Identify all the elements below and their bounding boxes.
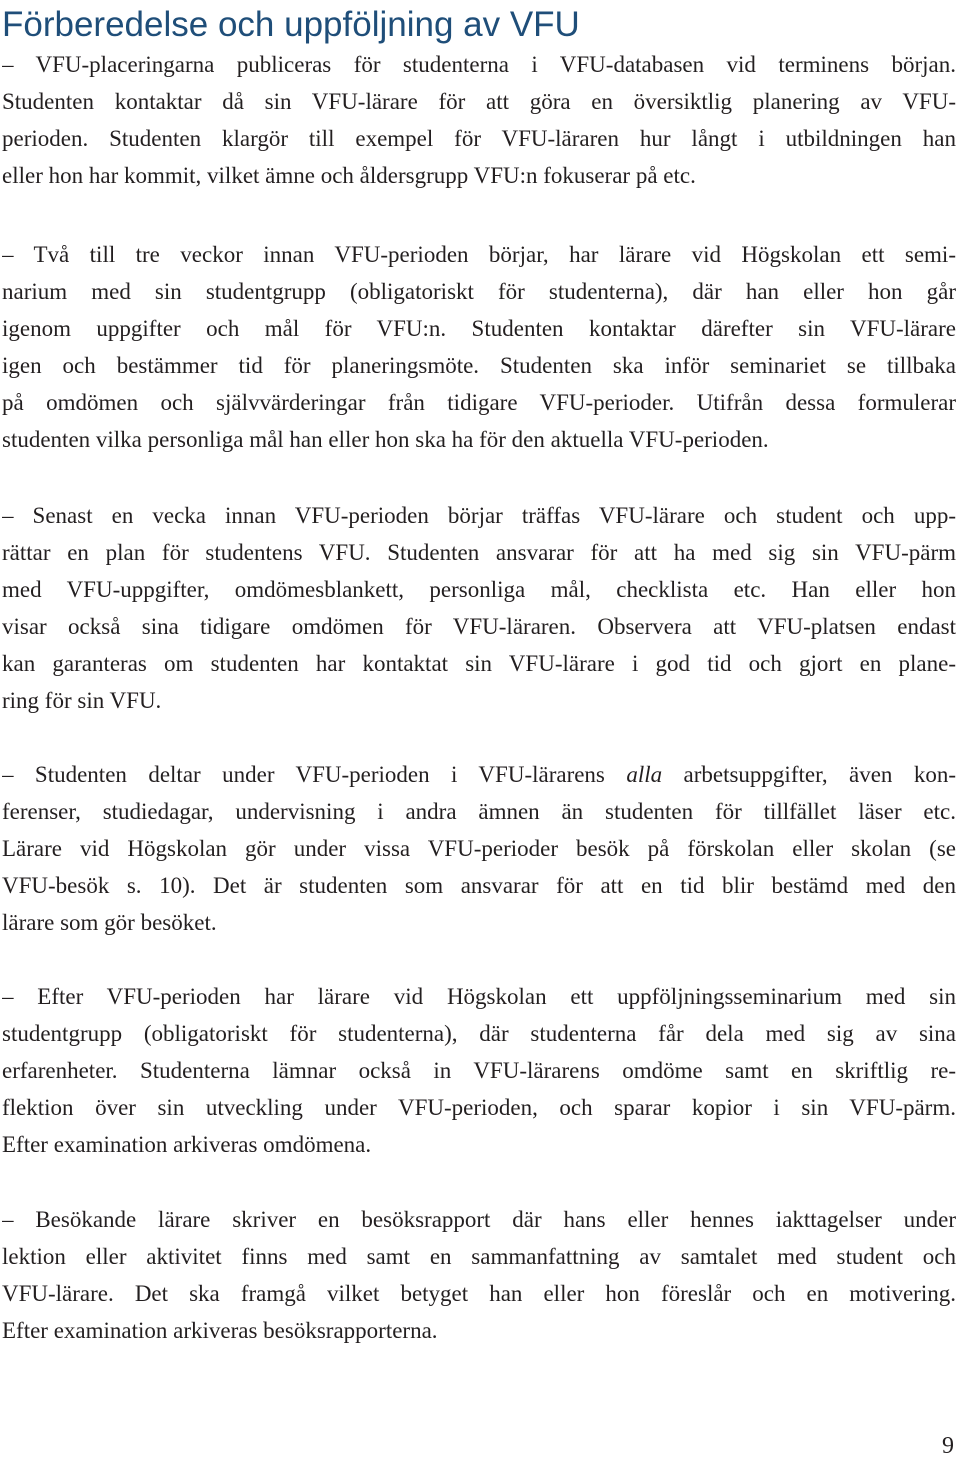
text-line: igenom uppgifter och mål för VFU:n. Studenten kontaktar därefter sin VFU-lärare [2, 316, 956, 341]
paragraph-vfu-placement [2, 46, 956, 194]
text-line: perioden. Studenten klargör till exempel för VFU-läraren hur långt i utbildningen han [2, 126, 956, 151]
text-line: Studenten kontaktar då sin VFU-lärare för att göra en översiktlig planering av VFU- [2, 89, 956, 114]
paragraph-after-vfu [2, 978, 956, 1163]
text-line-rich [2, 756, 956, 793]
text-line: lektion eller aktivitet finns med samt en sammanfattning av samtalet med student och [2, 1244, 956, 1269]
text-line: – Senast en vecka innan VFU-perioden börjar träffas VFU-lärare och student och upp- [2, 503, 956, 528]
text-line: eller hon har kommit, vilket ämne och åldersgrupp VFU:n fokuserar på etc. [2, 163, 696, 188]
text-line: VFU-lärare. Det ska framgå vilket betyget han eller hon föreslår och en motivering. [2, 1281, 956, 1306]
paragraph-plan-meeting [2, 497, 956, 719]
text-line: studentgrupp (obligatoriskt för studenterna), där studenterna får dela med sig av sina [2, 1021, 956, 1046]
text-line: Lärare vid Högskolan gör under vissa VFU-perioder besök på förskolan eller skolan (se [2, 836, 956, 861]
text-line: – Två till tre veckor innan VFU-perioden börjar, har lärare vid Högskolan ett semi- [2, 242, 956, 267]
text-span: – Studenten deltar under VFU-perioden i VFU-lärarens [2, 762, 627, 787]
emphasis-text: alla [626, 762, 663, 787]
text-line: – Efter VFU-perioden har lärare vid Högskolan ett uppföljningsseminarium med sin [2, 984, 956, 1009]
text-line: Efter examination arkiveras omdömena. [2, 1132, 372, 1157]
text-line: – Besökande lärare skriver en besöksrapport där hans eller hennes iakttagelser under [2, 1207, 956, 1232]
text-line: studenten vilka personliga mål han eller hon ska ha för den aktuella VFU-perioden. [2, 427, 769, 452]
text-line: igen och bestämmer tid för planeringsmöte. Studenten ska inför seminariet se tillbaka [2, 353, 956, 378]
text-line: med VFU-uppgifter, omdömesblankett, personliga mål, checklista etc. Han eller hon [2, 577, 956, 602]
paragraph-during-vfu [2, 756, 956, 941]
text-line: narium med sin studentgrupp (obligatoriskt för studenterna), där han eller hon går [2, 279, 956, 304]
paragraph-visit-report [2, 1201, 956, 1349]
text-line: flektion över sin utveckling under VFU-perioden, och sparar kopior i sin VFU-pärm. [2, 1095, 956, 1120]
text-line: erfarenheter. Studenterna lämnar också in VFU-lärarens omdöme samt en skriftlig re- [2, 1058, 956, 1083]
text-line: ring för sin VFU. [2, 688, 162, 713]
text-line: lärare som gör besöket. [2, 910, 217, 935]
text-line: Efter examination arkiveras besöksrapporterna. [2, 1318, 438, 1343]
text-line: på omdömen och självvärderingar från tidigare VFU-perioder. Utifrån dessa formulerar [2, 390, 956, 415]
text-line: rättar en plan för studentens VFU. Studenten ansvarar för att ha med sig sin VFU-pärm [2, 540, 956, 565]
text-line: visar också sina tidigare omdömen för VFU-läraren. Observera att VFU-platsen endast [2, 614, 956, 639]
paragraph-seminar-before [2, 236, 956, 458]
text-line: ferenser, studiedagar, undervisning i andra ämnen än studenten för tillfället läser etc. [2, 799, 956, 824]
text-line: – VFU-placeringarna publiceras för studenterna i VFU-databasen vid terminens början. [2, 52, 956, 77]
text-span: arbetsuppgifter, även kon- [662, 762, 956, 787]
page-number: 9 [942, 1433, 954, 1459]
text-line: kan garanteras om studenten har kontaktat sin VFU-lärare i god tid och gjort en plane- [2, 651, 956, 676]
text-line: VFU-besök s. 10). Det är studenten som ansvarar för att en tid blir bestämd med den [2, 873, 956, 898]
page-title: Förberedelse och uppföljning av VFU [2, 5, 580, 44]
